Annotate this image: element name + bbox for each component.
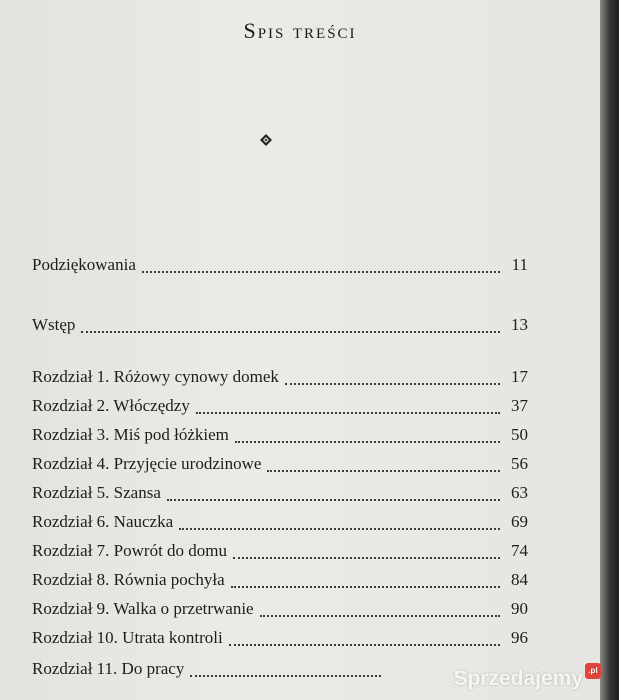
toc-entry-label: Rozdział 2. Włóczędzy xyxy=(32,396,190,415)
dot-leader xyxy=(267,469,500,472)
toc-entry-label: Podziękowania xyxy=(32,255,136,274)
toc-entry-label: Rozdział 1. Różowy cynowy domek xyxy=(32,367,279,386)
dot-leader xyxy=(167,498,500,501)
toc-entry xyxy=(32,483,528,507)
dot-leader xyxy=(179,527,500,530)
dot-leader xyxy=(190,674,380,677)
page-edge-shadow xyxy=(600,0,619,700)
toc-entry-page: 56 xyxy=(511,454,528,473)
toc-entry xyxy=(32,512,528,536)
toc-entry-page: 37 xyxy=(511,396,528,415)
dot-leader xyxy=(81,330,500,333)
toc-entry xyxy=(32,367,528,391)
toc-entry xyxy=(32,425,528,449)
dot-leader xyxy=(235,440,500,443)
toc-entry xyxy=(32,255,528,279)
toc-entry-label: Rozdział 5. Szansa xyxy=(32,483,161,502)
toc-entry-label: Rozdział 9. Walka o przetrwanie xyxy=(32,599,254,618)
toc-entry xyxy=(32,628,528,652)
dot-leader xyxy=(229,643,500,646)
toc-entry-page: 11 xyxy=(511,255,528,274)
toc-entry-label: Wstęp xyxy=(32,315,76,334)
toc-entry-label: Rozdział 10. Utrata kontroli xyxy=(32,628,223,647)
toc-entry-page: 84 xyxy=(511,570,528,589)
toc-entry xyxy=(32,599,528,623)
bleed-through-text xyxy=(300,0,600,460)
toc-entry xyxy=(32,315,528,339)
toc-entry-page: 63 xyxy=(511,483,528,502)
toc-entry-page: 74 xyxy=(511,541,528,560)
toc-entry-page: 96 xyxy=(511,628,528,647)
toc-entry-label: Rozdział 8. Równia pochyła xyxy=(32,570,225,589)
toc-entry-label: Rozdział 7. Powrót do domu xyxy=(32,541,228,560)
toc-entry xyxy=(32,570,528,594)
dot-leader xyxy=(233,556,500,559)
toc-entry xyxy=(32,659,412,683)
toc-entry-page: 69 xyxy=(511,512,528,531)
diamond-ornament-icon xyxy=(259,133,273,147)
toc-entry-page: 17 xyxy=(511,367,528,386)
toc-entry-page: 50 xyxy=(511,425,528,444)
toc-entry-page: 13 xyxy=(511,315,528,334)
dot-leader xyxy=(142,270,500,273)
toc-entry xyxy=(32,541,528,565)
dot-leader xyxy=(285,382,500,385)
watermark-logo xyxy=(453,664,601,694)
watermark-badge: .pl xyxy=(585,663,601,679)
toc-entry-label: Rozdział 4. Przyjęcie urodzinowe xyxy=(32,454,262,473)
toc-entry-page: 90 xyxy=(511,599,528,618)
watermark-text: Sprzedajemy xyxy=(453,667,583,690)
toc-entry xyxy=(32,454,528,478)
page-title: Spis treści xyxy=(243,18,357,43)
dot-leader xyxy=(231,585,500,588)
toc-entry-label: Rozdział 11. Do pracy xyxy=(32,659,185,678)
toc-entry-label: Rozdział 3. Miś pod łóżkiem xyxy=(32,425,229,444)
dot-leader xyxy=(196,411,500,414)
toc-entry xyxy=(32,396,528,420)
dot-leader xyxy=(260,614,500,617)
toc-entry-label: Rozdział 6. Nauczka xyxy=(32,512,174,531)
